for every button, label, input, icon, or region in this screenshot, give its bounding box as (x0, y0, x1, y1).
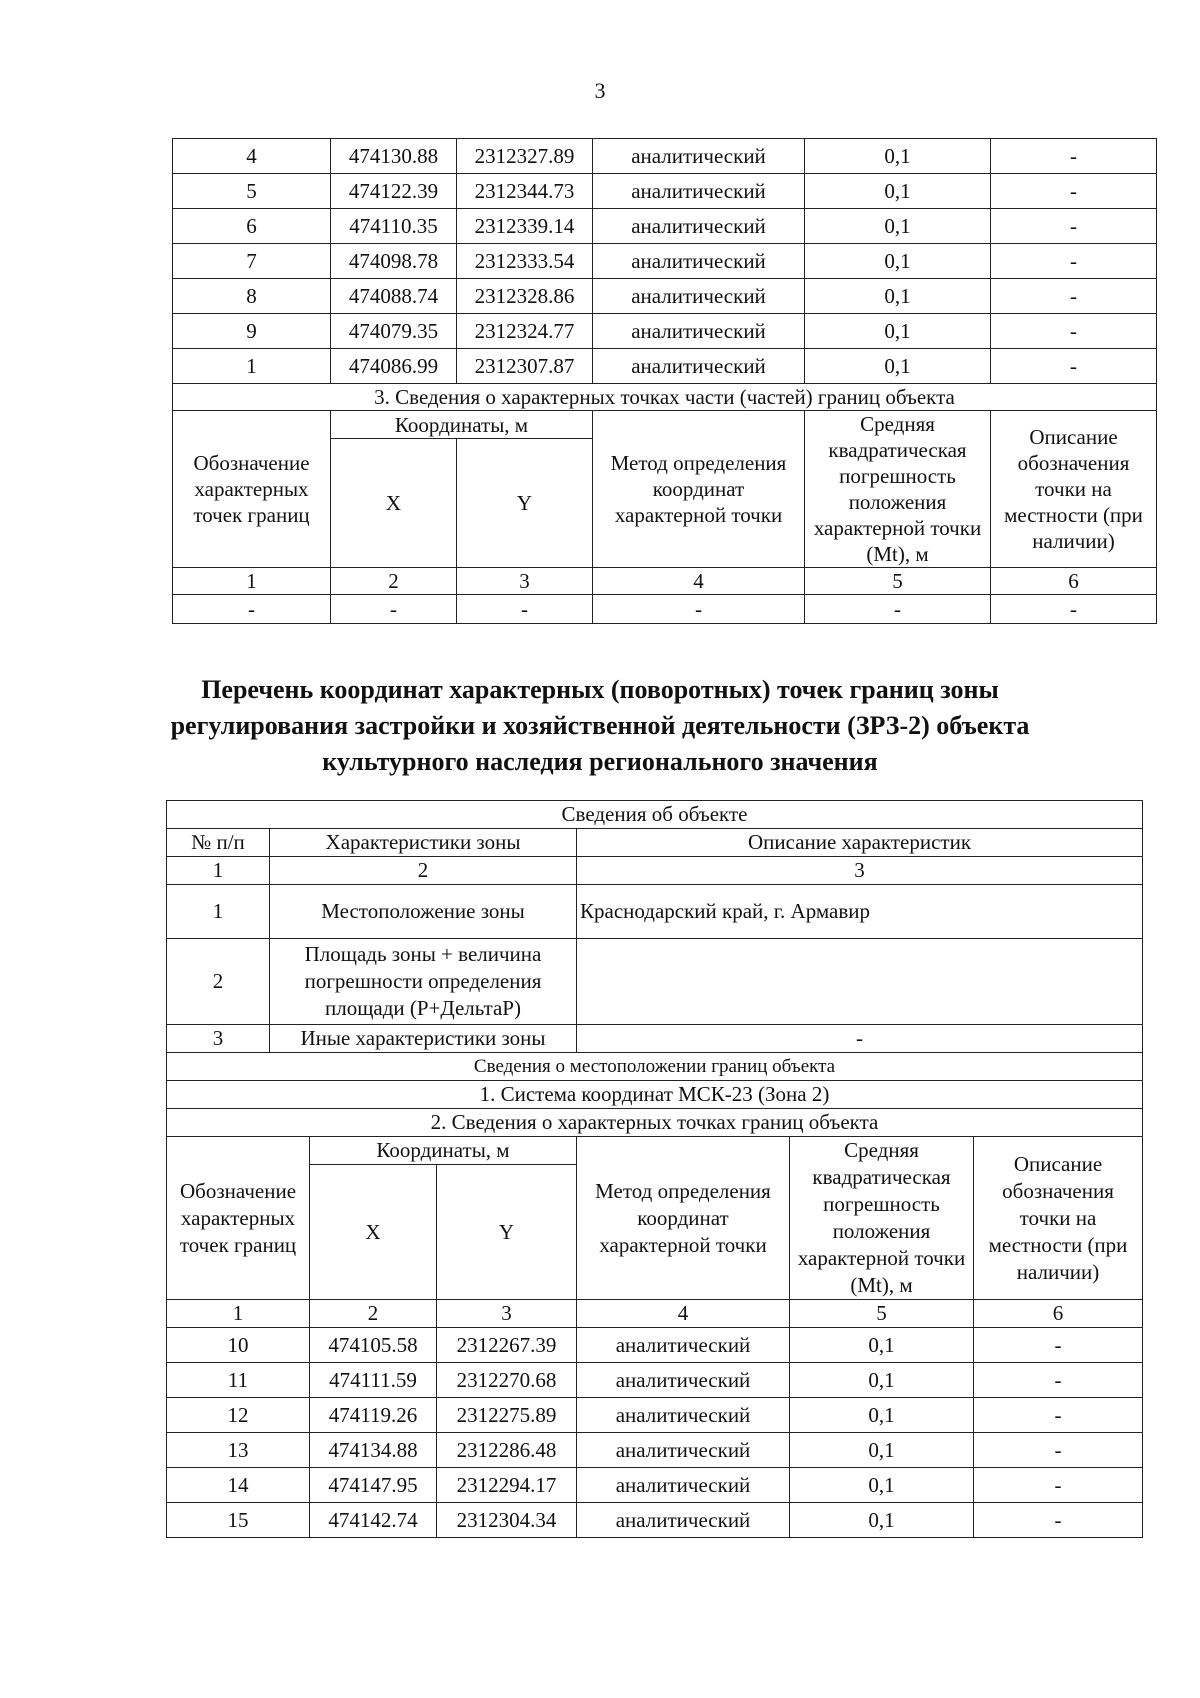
description-value: - (991, 139, 1157, 174)
dash-cell: - (457, 595, 593, 624)
description-value: - (991, 349, 1157, 384)
method-header: Метод определения координат характерной точки (577, 1137, 790, 1300)
method-value: аналитический (593, 209, 805, 244)
col-number: 2 (310, 1300, 437, 1328)
location-caption: Сведения о местоположении границ объекта (167, 1053, 1143, 1081)
point-number: 14 (167, 1468, 310, 1503)
description-value: - (974, 1363, 1143, 1398)
description-value: - (991, 279, 1157, 314)
error-value: 0,1 (790, 1468, 974, 1503)
error-value: 0,1 (805, 244, 991, 279)
x-value: 474130.88 (331, 139, 457, 174)
error-value: 0,1 (805, 314, 991, 349)
point-number: 12 (167, 1398, 310, 1433)
description-value: - (974, 1468, 1143, 1503)
method-value: аналитический (577, 1433, 790, 1468)
table-row (167, 1363, 1143, 1398)
table-row (167, 1503, 1143, 1538)
error-value: 0,1 (790, 1328, 974, 1363)
characteristic-value (577, 939, 1143, 1025)
table-row (167, 1398, 1143, 1433)
y-value: 2312267.39 (437, 1328, 577, 1363)
y-header: Y (437, 1165, 577, 1300)
y-value: 2312327.89 (457, 139, 593, 174)
section3-caption: 3. Сведения о характерных точках части (частей) границ объекта (173, 384, 1157, 411)
y-value: 2312328.86 (457, 279, 593, 314)
table-row (167, 1468, 1143, 1503)
points-caption: 2. Сведения о характерных точках границ объекта (167, 1109, 1143, 1137)
description-value: - (991, 174, 1157, 209)
page-number: 3 (594, 78, 606, 103)
col-number: 2 (331, 568, 457, 595)
point-number: 15 (167, 1503, 310, 1538)
table-row (173, 139, 1157, 174)
y-value: 2312286.48 (437, 1433, 577, 1468)
zrz2-points-body (167, 1328, 1143, 1538)
x-value: 474098.78 (331, 244, 457, 279)
x-value: 474110.35 (331, 209, 457, 244)
x-value: 474122.39 (331, 174, 457, 209)
point-number: 4 (173, 139, 331, 174)
point-number: 6 (173, 209, 331, 244)
characteristic-name: Площадь зоны + величина погрешности определения площади (Р+ДельтаР) (270, 939, 577, 1025)
dash-cell: - (173, 595, 331, 624)
error-value: 0,1 (805, 174, 991, 209)
coordinate-system: 1. Система координат МСК-23 (Зона 2) (167, 1081, 1143, 1109)
point-number: 5 (173, 174, 331, 209)
y-value: 2312275.89 (437, 1398, 577, 1433)
col-number: 6 (974, 1300, 1143, 1328)
zrz2-zone-table (166, 800, 1143, 1538)
table-row (173, 174, 1157, 209)
error-value: 0,1 (805, 209, 991, 244)
table-row (173, 279, 1157, 314)
method-value: аналитический (593, 279, 805, 314)
method-value: аналитический (593, 349, 805, 384)
point-designation-header: Обозначение характерных точек границ (167, 1137, 310, 1300)
col-number: 5 (790, 1300, 974, 1328)
x-value: 474142.74 (310, 1503, 437, 1538)
point-number: 8 (173, 279, 331, 314)
part-points-section (173, 384, 1157, 624)
dash-cell: - (331, 595, 457, 624)
x-header: X (331, 439, 457, 568)
characteristic-name: Местоположение зоны (270, 885, 577, 939)
description-value: - (974, 1398, 1143, 1433)
y-value: 2312294.17 (437, 1468, 577, 1503)
method-value: аналитический (577, 1363, 790, 1398)
error-value: 0,1 (790, 1363, 974, 1398)
points-table-continued (172, 138, 1157, 624)
error-value: 0,1 (805, 279, 991, 314)
method-value: аналитический (593, 244, 805, 279)
x-value: 474079.35 (331, 314, 457, 349)
y-value: 2312344.73 (457, 174, 593, 209)
col-number: 1 (167, 1300, 310, 1328)
description-value: - (991, 314, 1157, 349)
characteristic-number: 3 (167, 1025, 270, 1053)
object-info-section (167, 801, 1143, 1328)
y-value: 2312304.34 (437, 1503, 577, 1538)
y-value: 2312307.87 (457, 349, 593, 384)
characteristic-value: Краснодарский край, г. Армавир (577, 885, 1143, 939)
method-value: аналитический (593, 139, 805, 174)
col-number: 4 (593, 568, 805, 595)
x-value: 474147.95 (310, 1468, 437, 1503)
y-value: 2312270.68 (437, 1363, 577, 1398)
point-number: 11 (167, 1363, 310, 1398)
x-value: 474086.99 (331, 349, 457, 384)
table-row (173, 209, 1157, 244)
col-number: 5 (805, 568, 991, 595)
error-header: Средняя квадратическая погрешность положения характерной точки (Mt), м (805, 411, 991, 568)
x-value: 474119.26 (310, 1398, 437, 1433)
point-number: 7 (173, 244, 331, 279)
points-table-body (173, 139, 1157, 384)
col-number: 3 (457, 568, 593, 595)
coordinates-header: Координаты, м (310, 1137, 577, 1165)
document-title: Перечень координат характерных (поворотных) точек границ зоны регулирования застройки и хозяйственной деятельности (ЗРЗ-2) объекта культурного наследия регионального значения (170, 675, 1030, 776)
table-row (167, 1328, 1143, 1363)
point-number: 10 (167, 1328, 310, 1363)
point-number: 13 (167, 1433, 310, 1468)
dash-cell: - (805, 595, 991, 624)
y-value: 2312333.54 (457, 244, 593, 279)
col-number: 3 (577, 857, 1143, 885)
x-value: 474111.59 (310, 1363, 437, 1398)
description-header: Описание обозначения точки на местности (при наличии) (991, 411, 1157, 568)
error-value: 0,1 (790, 1398, 974, 1433)
point-designation-header: Обозначение характерных точек границ (173, 411, 331, 568)
x-value: 474105.58 (310, 1328, 437, 1363)
description-value: - (991, 244, 1157, 279)
method-header: Метод определения координат характерной точки (593, 411, 805, 568)
point-number: 9 (173, 314, 331, 349)
error-header: Средняя квадратическая погрешность положения характерной точки (Mt), м (790, 1137, 974, 1300)
table-row (173, 244, 1157, 279)
dash-cell: - (593, 595, 805, 624)
col-number: 6 (991, 568, 1157, 595)
x-value: 474088.74 (331, 279, 457, 314)
col-number: 4 (577, 1300, 790, 1328)
error-value: 0,1 (790, 1433, 974, 1468)
number-header: № п/п (167, 829, 270, 857)
col-number: 1 (173, 568, 331, 595)
y-header: Y (457, 439, 593, 568)
x-value: 474134.88 (310, 1433, 437, 1468)
characteristic-number: 1 (167, 885, 270, 939)
table-row (173, 314, 1157, 349)
characteristics-header: Характеристики зоны (270, 829, 577, 857)
error-value: 0,1 (805, 349, 991, 384)
method-value: аналитический (577, 1468, 790, 1503)
col-number: 2 (270, 857, 577, 885)
characteristics-description-header: Описание характеристик (577, 829, 1143, 857)
description-value: - (991, 209, 1157, 244)
error-value: 0,1 (790, 1503, 974, 1538)
characteristic-number: 2 (167, 939, 270, 1025)
method-value: аналитический (577, 1328, 790, 1363)
method-value: аналитический (593, 314, 805, 349)
object-info-caption: Сведения об объекте (167, 801, 1143, 829)
y-value: 2312339.14 (457, 209, 593, 244)
table-row (167, 1433, 1143, 1468)
description-value: - (974, 1433, 1143, 1468)
description-value: - (974, 1328, 1143, 1363)
col-number: 3 (437, 1300, 577, 1328)
x-header: X (310, 1165, 437, 1300)
method-value: аналитический (577, 1398, 790, 1433)
characteristic-value: - (577, 1025, 1143, 1053)
col-number: 1 (167, 857, 270, 885)
characteristic-name: Иные характеристики зоны (270, 1025, 577, 1053)
point-number: 1 (173, 349, 331, 384)
coordinates-header: Координаты, м (331, 411, 593, 439)
dash-cell: - (991, 595, 1157, 624)
y-value: 2312324.77 (457, 314, 593, 349)
error-value: 0,1 (805, 139, 991, 174)
method-value: аналитический (593, 174, 805, 209)
method-value: аналитический (577, 1503, 790, 1538)
description-header: Описание обозначения точки на местности (при наличии) (974, 1137, 1143, 1300)
description-value: - (974, 1503, 1143, 1538)
table-row (173, 349, 1157, 384)
